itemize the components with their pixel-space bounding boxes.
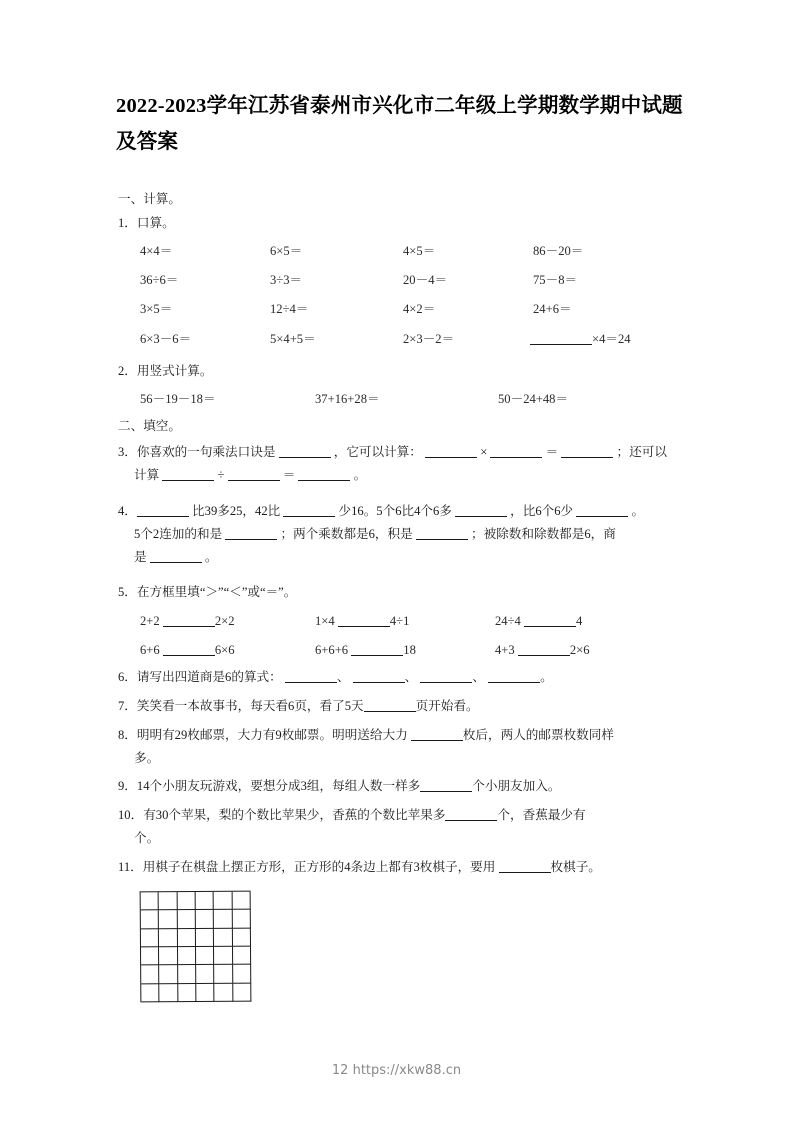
section-one-heading: 一、计算。 xyxy=(118,192,181,206)
q9-suffix: 个小朋友加入。 xyxy=(472,779,561,793)
q1-cell-r1c2: 6×5＝ xyxy=(270,244,303,258)
section-two-heading: 二、填空。 xyxy=(118,419,181,433)
q3-text-e: ；还可以 xyxy=(616,445,667,459)
grid-cell xyxy=(159,965,177,983)
q4-blank-1[interactable] xyxy=(137,516,189,517)
q3-text-b: ，它可以计算： xyxy=(333,445,422,459)
grid-cell xyxy=(214,910,232,928)
q7-blank-1[interactable] xyxy=(364,711,416,712)
question-7 xyxy=(118,696,479,717)
q3-blank-1[interactable] xyxy=(279,457,331,458)
q5-cell-r2c2 xyxy=(315,641,416,659)
q1-cell-r3c2: 12÷4＝ xyxy=(270,302,309,316)
q1-cell-r4c1: 6×3－6＝ xyxy=(140,332,192,346)
q9-prefix: 9．14个小朋友玩游戏，要想分成3组，每组人数一样多 xyxy=(118,779,421,793)
q4-text-i: 是 xyxy=(134,550,147,564)
question-11 xyxy=(118,857,601,878)
q6-sep-2: 、 xyxy=(404,670,418,684)
grid-cell xyxy=(159,929,177,947)
grid-cell xyxy=(178,947,196,965)
q5-cell-r1c2 xyxy=(315,612,409,630)
grid-cell xyxy=(159,910,177,928)
q1-cell-r3c4: 24+6＝ xyxy=(533,302,572,316)
q5-right-r2c1: 6×6 xyxy=(214,643,235,657)
q1-cell-r2c4: 75－8＝ xyxy=(533,273,578,287)
q3-blank-7[interactable] xyxy=(298,480,350,481)
q2-item-2: 37+16+28＝ xyxy=(315,392,380,406)
q10-mid: 个，香蕉最少有 xyxy=(497,808,586,822)
q4-blank-2[interactable] xyxy=(283,516,335,517)
q6-blank-4[interactable] xyxy=(488,682,540,683)
q1-cell-r2c2: 3÷3＝ xyxy=(270,273,303,287)
q3-text-d: ＝ xyxy=(545,445,559,459)
question-8 xyxy=(118,724,688,770)
q2-item-3: 50－24+48＝ xyxy=(498,392,569,406)
grid-cell xyxy=(178,965,196,983)
q8-blank-1[interactable] xyxy=(411,740,463,741)
q4-text-g: ；两个乘数都是6，积是 xyxy=(280,527,413,541)
q11-suffix: 枚棋子。 xyxy=(550,860,601,874)
q1-cell-r1c3: 4×5＝ xyxy=(403,244,436,258)
q5-blank-r1c2[interactable] xyxy=(338,626,390,627)
q4-number: 4． xyxy=(118,504,137,518)
q8-mid: 枚后，两人的邮票枚数同样 xyxy=(462,728,614,742)
grid-cell xyxy=(177,910,195,928)
question-4 xyxy=(118,500,686,569)
q8-line-2: 多。 xyxy=(134,751,160,765)
q4-blank-6[interactable] xyxy=(416,539,468,540)
grid-cell xyxy=(196,947,214,965)
q5-label: 5．在方框里填“＞”“＜”或“＝”。 xyxy=(118,585,297,599)
grid-cell xyxy=(196,910,214,928)
q6-blank-3[interactable] xyxy=(420,682,472,683)
q1-cell-r1c1: 4×4＝ xyxy=(140,244,173,258)
q3-text-h: ＝ xyxy=(282,468,296,482)
q10-prefix: 10．有30个苹果，梨的个数比苹果少，香蕉的个数比苹果多 xyxy=(118,808,446,822)
q1-cell-r4c3: 2×3－2＝ xyxy=(403,332,455,346)
page-footer-watermark: 12 https://xkw88.cn xyxy=(331,1063,462,1078)
q6-sep-1: 、 xyxy=(336,670,350,684)
q4-text-j: 。 xyxy=(204,550,218,564)
grid-cell xyxy=(215,983,233,1001)
q5-left-r1c1: 2+2 xyxy=(140,614,160,628)
q7-prefix: 7．笑笑看一本故事书，每天看6页，看了5天 xyxy=(118,699,364,713)
grid-cell xyxy=(141,892,159,910)
q5-cell-r1c3 xyxy=(495,612,582,630)
grid-cell xyxy=(160,984,178,1002)
q3-blank-5[interactable] xyxy=(162,480,214,481)
grid-cell xyxy=(178,929,196,947)
grid-cell xyxy=(233,983,251,1001)
grid-cell xyxy=(214,965,232,983)
q3-line-2 xyxy=(118,464,683,487)
grid-cell xyxy=(159,892,177,910)
q10-line-2: 个。 xyxy=(134,831,160,845)
grid-cell xyxy=(233,965,251,983)
q1-cell-r3c1: 3×5＝ xyxy=(140,302,173,316)
q3-blank-4[interactable] xyxy=(561,457,613,458)
grid-cell xyxy=(232,910,250,928)
question-10 xyxy=(118,804,688,850)
grid-cell xyxy=(159,947,177,965)
q1-label: 1．口算。 xyxy=(118,216,175,230)
q5-right-r1c2: 4÷1 xyxy=(389,614,410,628)
q6-sep-3: 、 xyxy=(472,670,485,684)
page-title: 2022-2023学年江苏省泰州市兴化市二年级上学期数学期中试题及答案 xyxy=(116,95,683,153)
q9-blank-1[interactable] xyxy=(420,791,472,792)
q5-right-r2c3: 2×6 xyxy=(569,643,590,657)
q7-suffix: 页开始看。 xyxy=(415,699,479,713)
question-9 xyxy=(118,776,560,797)
q6-blank-1[interactable] xyxy=(285,682,337,683)
q3-blank-6[interactable] xyxy=(228,480,280,481)
q5-left-r1c2: 1×4 xyxy=(315,614,335,628)
q5-blank-r2c2[interactable] xyxy=(351,655,403,656)
q3-text-i: 。 xyxy=(353,468,367,482)
q1-blank-r4c4[interactable] xyxy=(530,344,592,345)
q4-text-d: ，比6个6少 xyxy=(510,504,574,518)
grid-cell xyxy=(141,947,159,965)
q2-item-1: 56－19－18＝ xyxy=(140,392,216,406)
q4-blank-3[interactable] xyxy=(455,516,507,517)
q4-line-2 xyxy=(118,523,686,546)
q5-blank-r1c3[interactable] xyxy=(524,626,576,627)
grid-cell xyxy=(233,928,251,946)
grid-cell xyxy=(214,928,232,946)
q10-blank-1[interactable] xyxy=(445,820,497,821)
grid-cell xyxy=(141,911,159,929)
q5-right-r1c3: 4 xyxy=(575,614,583,628)
q4-blank-5[interactable] xyxy=(225,539,277,540)
q1-cell-r4c2: 5×4+5＝ xyxy=(270,332,316,346)
q5-left-r2c1: 6+6 xyxy=(140,643,160,657)
q5-left-r2c2: 6+6+6 xyxy=(315,643,349,657)
q1-cell-r2c1: 36÷6＝ xyxy=(140,273,179,287)
grid-cell xyxy=(177,892,195,910)
chessboard-grid xyxy=(140,891,252,1003)
q3-blank-2[interactable] xyxy=(425,457,477,458)
q5-blank-r2c1[interactable] xyxy=(163,655,215,656)
q5-cell-r2c1 xyxy=(140,641,235,659)
q4-text-f: 5个2连加的和是 xyxy=(134,527,223,541)
grid-cell xyxy=(141,984,159,1002)
q4-line-3 xyxy=(118,546,686,569)
q2-label: 2．用竖式计算。 xyxy=(118,364,213,378)
q4-text-h: ；被除数和除数都是6，商 xyxy=(471,527,616,541)
q5-cell-r2c3 xyxy=(495,641,590,659)
q6-suffix: 。 xyxy=(540,670,553,684)
q5-blank-r1c1[interactable] xyxy=(163,626,215,627)
q5-left-r1c3: 24÷4 xyxy=(495,614,521,628)
q4-text-b: 比39多25，42比 xyxy=(192,504,281,518)
grid-cell xyxy=(178,984,196,1002)
q6-blank-2[interactable] xyxy=(353,682,405,683)
q3-blank-3[interactable] xyxy=(490,457,542,458)
q6-prefix: 6．请写出四道商是6的算式： xyxy=(118,670,282,684)
grid-cell xyxy=(214,947,232,965)
q4-text-e: 。 xyxy=(631,504,645,518)
grid-cell xyxy=(232,892,250,910)
q5-right-r2c2: 18 xyxy=(403,643,416,657)
grid-cell xyxy=(196,929,214,947)
grid-cell xyxy=(141,966,159,984)
q3-text-c: × xyxy=(480,445,488,459)
q4-blank-7[interactable] xyxy=(150,562,202,563)
grid-cell xyxy=(233,947,251,965)
q1-cell-r3c3: 4×2＝ xyxy=(403,302,436,316)
q1-cell-r4c4-suffix: ×4＝24 xyxy=(592,332,631,346)
q5-cell-r1c1 xyxy=(140,612,235,630)
grid-cell xyxy=(196,965,214,983)
q1-cell-r2c3: 20－4＝ xyxy=(403,273,448,287)
q4-blank-4[interactable] xyxy=(576,516,628,517)
q1-cell-r4c4 xyxy=(530,330,631,348)
q5-blank-r2c3[interactable] xyxy=(518,655,570,656)
q11-blank-1[interactable] xyxy=(499,872,551,873)
q3-text-a: 3．你喜欢的一句乘法口诀是 xyxy=(118,445,276,459)
question-6 xyxy=(118,667,553,688)
q1-cell-r1c4: 86－20＝ xyxy=(533,244,584,258)
grid-cell xyxy=(196,892,214,910)
grid-cell xyxy=(196,984,214,1002)
q3-text-g: ÷ xyxy=(217,468,225,482)
q11-prefix: 11．用棋子在棋盘上摆正方形，正方形的4条边上都有3枚棋子，要用 xyxy=(118,860,496,874)
q8-prefix: 8．明明有29枚邮票，大力有9枚邮票。明明送给大力 xyxy=(118,728,408,742)
q4-text-c: 少16。5个6比4个6多 xyxy=(338,504,452,518)
q5-left-r2c3: 4+3 xyxy=(495,643,515,657)
question-3 xyxy=(118,441,683,487)
grid-cell xyxy=(214,892,232,910)
q5-right-r1c1: 2×2 xyxy=(214,614,235,628)
grid-cell xyxy=(141,929,159,947)
q3-text-f: 计算 xyxy=(134,468,160,482)
